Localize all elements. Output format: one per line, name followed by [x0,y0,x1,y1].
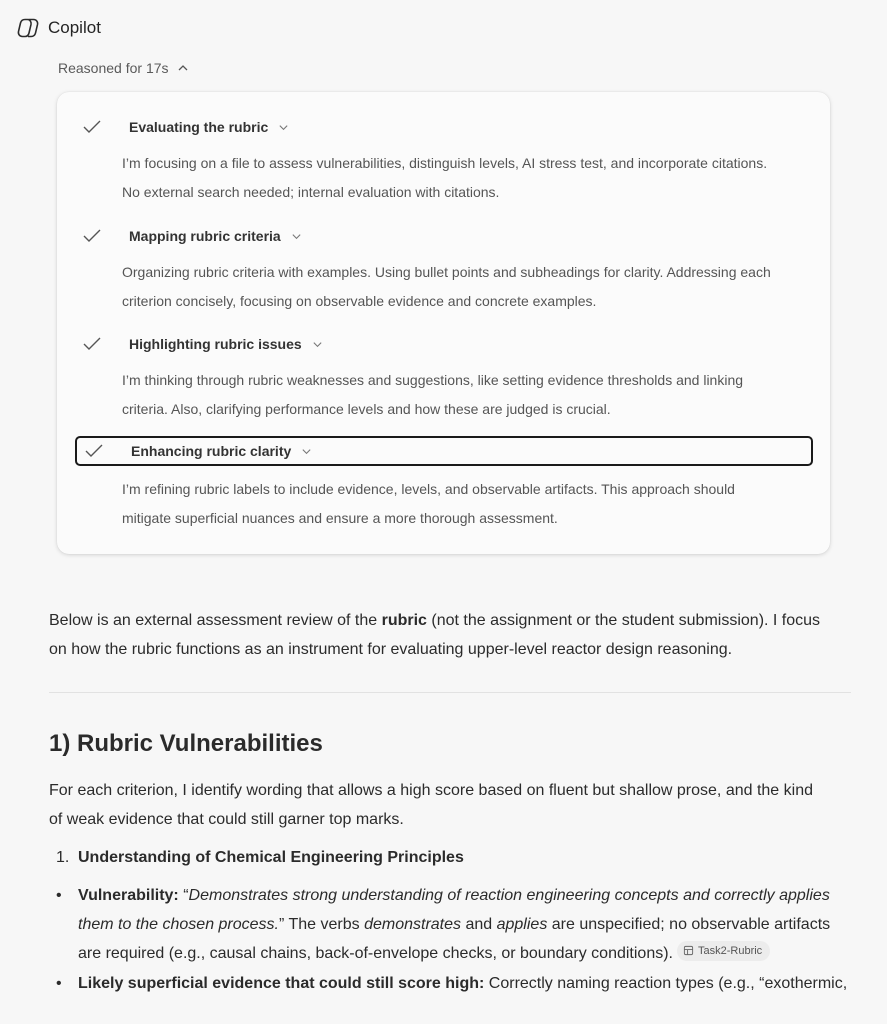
chevron-down-icon [312,339,323,350]
app-header [16,16,101,40]
step-text-line: Organizing rubric criteria with examples. Using bullet points and subheadings for clarity. Addressing each [122,264,771,280]
emphasis: applies [496,916,548,933]
emphasis: demonstrates [364,916,462,933]
reasoning-panel [57,92,830,554]
step-header[interactable] [75,112,813,142]
bullet-item [56,969,856,998]
section-heading: 1) Rubric Vulnerabilities [49,730,323,757]
intro-text: on how the rubric functions as an instrument for evaluating upper-level reactor design reasoning. [49,641,733,658]
paragraph-line: of weak evidence that could still garner top marks. [49,811,404,828]
step-body [122,475,812,533]
step-body [122,366,812,424]
bullet-text: are unspecified; no observable artifacts [547,916,831,933]
list-item-title: Understanding of Chemical Engineering Principles [78,849,464,866]
bullet-label: Vulnerability: [78,887,179,904]
citation-label: Task2-Rubric [698,944,763,957]
quote-text: them to the chosen process. [78,916,279,933]
step-title: Enhancing rubric clarity [131,443,292,459]
step-text-line: I’m thinking through rubric weaknesses and suggestions, like setting evidence thresholds and linking [122,372,744,388]
document-icon [683,945,694,956]
bullet-text: ” The verbs [279,916,365,933]
step-text-line: criterion concisely, focusing on observable evidence and concrete examples. [122,293,597,309]
step-text-line: I’m focusing on a file to assess vulnerabilities, distinguish levels, AI stress test, and incorporate citations. [122,155,768,171]
intro-text: (not the assignment or the student submission). I focus [426,612,821,629]
quote-mark: “ [178,887,189,904]
chevron-down-icon [301,446,312,457]
chevron-down-icon [291,231,302,242]
divider [49,692,851,693]
step-body [122,258,812,316]
list-number: 1. [56,849,70,866]
step-title: Highlighting rubric issues [129,336,302,352]
copilot-logo-icon [16,16,40,40]
step-body [122,149,812,207]
check-icon [81,333,103,355]
check-icon [81,116,103,138]
check-icon [81,225,103,247]
step-title: Mapping rubric criteria [129,228,281,244]
bullet-text: are required (e.g., causal chains, back-of-envelope checks, or boundary conditions). [78,945,673,962]
paragraph-line: For each criterion, I identify wording that allows a high score based on fluent but shallow prose, and the kind [49,782,813,799]
bullet-dot: • [56,887,62,904]
app-title: Copilot [48,18,101,37]
step-text-line: mitigate superficial nuances and ensure a more thorough assessment. [122,510,558,526]
step-header[interactable] [75,221,813,251]
check-icon [83,440,105,462]
citation-chip[interactable] [677,941,770,961]
answer-intro [49,606,859,664]
step-text-line: I’m refining rubric labels to include evidence, levels, and observable artifacts. This approach should [122,481,735,497]
bullet-item [56,881,856,968]
intro-text: Below is an external assessment review of the [49,612,382,629]
section-paragraph [49,776,859,834]
reasoning-label: Reasoned for 17s [58,60,169,76]
step-header[interactable] [75,329,813,359]
quote-text: Demonstrates strong understanding of reaction engineering concepts and correctly applies [188,887,830,904]
bullet-text: Correctly naming reaction types (e.g., “exothermic, [484,975,848,992]
numbered-list-item [56,844,464,872]
bullet-label: Likely superficial evidence that could still score high: [78,975,485,992]
step-header-focused[interactable] [75,436,813,466]
step-title: Evaluating the rubric [129,119,269,135]
step-text-line: No external search needed; internal evaluation with citations. [122,184,500,200]
chevron-down-icon [278,122,289,133]
bullet-dot: • [56,975,62,992]
bullet-text: and [461,916,497,933]
reasoning-toggle[interactable] [58,60,189,76]
intro-bold: rubric [381,612,427,629]
chevron-up-icon [177,62,189,74]
step-text-line: criteria. Also, clarifying performance levels and how these are judged is crucial. [122,401,611,417]
